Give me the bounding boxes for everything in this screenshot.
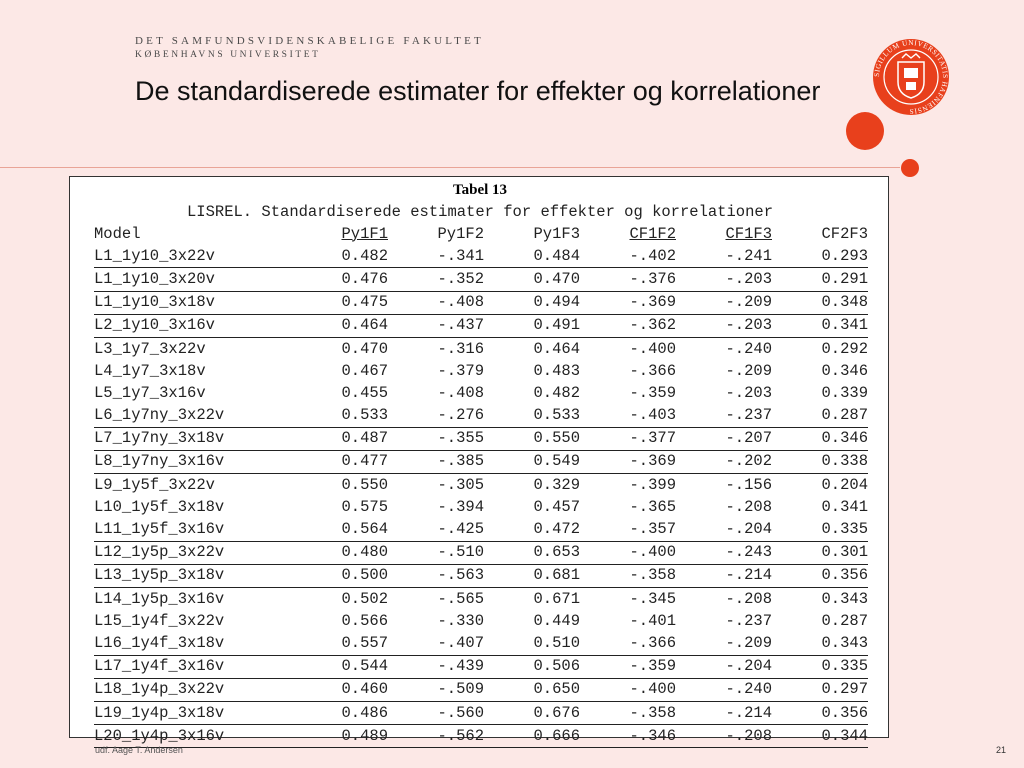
value-cell: -.241 <box>676 245 772 268</box>
value-cell: 0.676 <box>484 701 580 724</box>
value-cell: 0.550 <box>484 427 580 450</box>
value-cell: -.203 <box>676 268 772 291</box>
value-cell: -.203 <box>676 314 772 337</box>
page-number: 21 <box>996 745 1007 755</box>
model-cell: L5_1y7_3x16v <box>94 383 206 402</box>
model-cell: L17_1y4f_3x16v <box>94 655 292 678</box>
value-cell: 0.329 <box>533 475 580 494</box>
value-cell: 0.464 <box>533 339 580 358</box>
value-cell: -.400 <box>629 339 676 358</box>
model-cell: L20_1y4p_3x16v <box>94 725 292 748</box>
value-cell: -.401 <box>629 611 676 630</box>
value-cell: 0.549 <box>484 450 580 473</box>
value-cell: 0.467 <box>341 361 388 380</box>
value-cell: -.237 <box>725 611 772 630</box>
value-cell: -.276 <box>388 405 484 428</box>
value-cell: 0.477 <box>292 450 388 473</box>
value-cell: 0.484 <box>484 245 580 268</box>
value-cell: -.510 <box>388 541 484 564</box>
value-cell: 0.480 <box>292 541 388 564</box>
value-cell: -.366 <box>629 361 676 380</box>
value-cell: 0.557 <box>292 632 388 655</box>
value-cell: -.359 <box>580 655 676 678</box>
header-py1f3: Py1F3 <box>533 224 580 243</box>
table-row <box>94 518 868 541</box>
value-cell: 0.671 <box>533 589 580 608</box>
table-row <box>94 291 868 314</box>
value-cell: 0.291 <box>772 268 868 291</box>
value-cell: -.355 <box>388 427 484 450</box>
value-cell: 0.470 <box>484 268 580 291</box>
value-cell: 0.449 <box>533 611 580 630</box>
value-cell: 0.287 <box>772 405 868 428</box>
value-cell: 0.356 <box>772 701 868 724</box>
value-cell: -.565 <box>437 589 484 608</box>
model-cell: L14_1y5p_3x16v <box>94 589 225 608</box>
value-cell: -.399 <box>629 475 676 494</box>
table-row <box>94 427 868 450</box>
table-subtitle: LISREL. Standardiserede estimater for effekter og korrelationer <box>187 203 773 221</box>
table-row <box>94 496 868 518</box>
model-cell: L7_1y7ny_3x18v <box>94 427 292 450</box>
value-cell: 0.476 <box>292 268 388 291</box>
model-cell: L6_1y7ny_3x22v <box>94 405 292 428</box>
value-cell: 0.464 <box>292 314 388 337</box>
table-row <box>94 450 868 473</box>
value-cell: 0.472 <box>484 518 580 541</box>
table-row <box>94 541 868 564</box>
value-cell: -.204 <box>676 518 772 541</box>
model-cell: L11_1y5f_3x16v <box>94 518 292 541</box>
value-cell: -.346 <box>580 725 676 748</box>
value-cell: 0.510 <box>484 632 580 655</box>
table-header-row <box>94 223 868 245</box>
value-cell: -.379 <box>437 361 484 380</box>
model-cell: L16_1y4f_3x18v <box>94 632 292 655</box>
model-cell: L1_1y10_3x20v <box>94 268 292 291</box>
value-cell: -.437 <box>388 314 484 337</box>
table-row <box>94 474 868 497</box>
value-cell: 0.346 <box>821 361 868 380</box>
value-cell: -.208 <box>725 589 772 608</box>
value-cell: -.408 <box>388 291 484 314</box>
header-cf2f3: CF2F3 <box>821 224 868 243</box>
value-cell: -.240 <box>725 339 772 358</box>
value-cell: -.209 <box>676 291 772 314</box>
value-cell: -.345 <box>629 589 676 608</box>
value-cell: -.208 <box>676 725 772 748</box>
value-cell: 0.460 <box>292 678 388 701</box>
model-cell: L12_1y5p_3x22v <box>94 541 292 564</box>
value-cell: 0.491 <box>484 314 580 337</box>
value-cell: -.156 <box>725 475 772 494</box>
value-cell: 0.486 <box>292 701 388 724</box>
value-cell: -.563 <box>388 564 484 587</box>
header-model: Model <box>94 224 141 243</box>
header-divider <box>0 167 900 168</box>
value-cell: 0.502 <box>341 589 388 608</box>
value-cell: -.358 <box>580 564 676 587</box>
value-cell: 0.482 <box>533 383 580 402</box>
value-cell: -.214 <box>676 701 772 724</box>
table-row <box>94 245 868 268</box>
slide-title: De standardiserede estimater for effekter og korrelationer <box>135 76 821 106</box>
table-row <box>94 564 868 587</box>
value-cell: -.400 <box>580 678 676 701</box>
table-row <box>94 588 868 611</box>
value-cell: -.439 <box>388 655 484 678</box>
value-cell: -.209 <box>676 632 772 655</box>
value-cell: 0.348 <box>772 291 868 314</box>
value-cell: -.358 <box>580 701 676 724</box>
value-cell: -.402 <box>580 245 676 268</box>
value-cell: 0.339 <box>821 383 868 402</box>
value-cell: -.359 <box>629 383 676 402</box>
table-row <box>94 725 868 748</box>
value-cell: -.377 <box>580 427 676 450</box>
value-cell: 0.455 <box>341 383 388 402</box>
value-cell: 0.343 <box>821 589 868 608</box>
table-row <box>94 632 868 655</box>
footer-author: udf. Aage T. Andersen <box>95 745 183 755</box>
value-cell: -.407 <box>388 632 484 655</box>
table-row <box>94 314 868 337</box>
value-cell: 0.341 <box>821 497 868 516</box>
value-cell: 0.544 <box>292 655 388 678</box>
value-cell: 0.343 <box>772 632 868 655</box>
value-cell: 0.533 <box>292 405 388 428</box>
table-caption: Tabel 13 <box>452 182 508 198</box>
model-cell: L8_1y7ny_3x16v <box>94 450 292 473</box>
value-cell: -.366 <box>580 632 676 655</box>
value-cell: 0.287 <box>821 611 868 630</box>
value-cell: -.341 <box>388 245 484 268</box>
value-cell: -.369 <box>580 291 676 314</box>
value-cell: 0.356 <box>772 564 868 587</box>
value-cell: 0.483 <box>533 361 580 380</box>
value-cell: -.202 <box>676 450 772 473</box>
value-cell: 0.204 <box>821 475 868 494</box>
faculty-name: DET SAMFUNDSVIDENSKABELIGE FAKULTET <box>135 35 484 47</box>
value-cell: -.400 <box>580 541 676 564</box>
value-cell: -.562 <box>388 725 484 748</box>
model-cell: L15_1y4f_3x22v <box>94 611 225 630</box>
value-cell: 0.457 <box>533 497 580 516</box>
value-cell: -.237 <box>676 405 772 428</box>
value-cell: -.509 <box>388 678 484 701</box>
decorative-dot-small <box>901 159 919 177</box>
value-cell: -.560 <box>388 701 484 724</box>
estimates-table <box>94 223 868 748</box>
table-row <box>94 701 868 724</box>
value-cell: -.394 <box>437 497 484 516</box>
value-cell: 0.482 <box>292 245 388 268</box>
value-cell: 0.653 <box>484 541 580 564</box>
value-cell: 0.470 <box>341 339 388 358</box>
value-cell: 0.533 <box>484 405 580 428</box>
value-cell: 0.297 <box>772 678 868 701</box>
value-cell: -.425 <box>388 518 484 541</box>
value-cell: -.243 <box>676 541 772 564</box>
value-cell: 0.338 <box>772 450 868 473</box>
header-cf1f3: CF1F3 <box>725 224 772 243</box>
model-cell: L10_1y5f_3x18v <box>94 497 225 516</box>
value-cell: -.385 <box>388 450 484 473</box>
value-cell: -.316 <box>437 339 484 358</box>
header-py1f2: Py1F2 <box>437 224 484 243</box>
value-cell: 0.666 <box>484 725 580 748</box>
table-row <box>94 268 868 291</box>
model-cell: L19_1y4p_3x18v <box>94 701 292 724</box>
value-cell: -.365 <box>629 497 676 516</box>
model-cell: L2_1y10_3x16v <box>94 314 292 337</box>
value-cell: -.362 <box>580 314 676 337</box>
estimates-table-panel <box>69 176 889 745</box>
seal-text: SIGILLUM UNIVERSITATIS HAFNIENSIS <box>872 38 950 116</box>
value-cell: 0.489 <box>292 725 388 748</box>
value-cell: 0.487 <box>292 427 388 450</box>
value-cell: -.408 <box>437 383 484 402</box>
model-cell: L3_1y7_3x22v <box>94 339 206 358</box>
value-cell: 0.344 <box>772 725 868 748</box>
value-cell: -.357 <box>580 518 676 541</box>
value-cell: -.214 <box>676 564 772 587</box>
university-seal-icon <box>872 38 950 116</box>
value-cell: -.208 <box>725 497 772 516</box>
university-name: KØBENHAVNS UNIVERSITET <box>135 50 321 60</box>
model-cell: L13_1y5p_3x18v <box>94 564 292 587</box>
model-cell: L1_1y10_3x22v <box>94 245 292 268</box>
table-row <box>94 360 868 382</box>
table-row <box>94 678 868 701</box>
value-cell: 0.301 <box>772 541 868 564</box>
value-cell: -.403 <box>580 405 676 428</box>
value-cell: 0.681 <box>484 564 580 587</box>
value-cell: -.369 <box>580 450 676 473</box>
header-py1f1: Py1F1 <box>341 224 388 243</box>
value-cell: 0.292 <box>821 339 868 358</box>
table-row <box>94 337 868 360</box>
value-cell: 0.506 <box>484 655 580 678</box>
value-cell: 0.650 <box>484 678 580 701</box>
value-cell: 0.335 <box>772 518 868 541</box>
value-cell: 0.341 <box>772 314 868 337</box>
value-cell: -.204 <box>676 655 772 678</box>
value-cell: 0.475 <box>292 291 388 314</box>
value-cell: 0.346 <box>772 427 868 450</box>
model-cell: L9_1y5f_3x22v <box>94 475 215 494</box>
value-cell: 0.500 <box>292 564 388 587</box>
value-cell: 0.494 <box>484 291 580 314</box>
decorative-dot-large <box>846 112 884 150</box>
value-cell: -.376 <box>580 268 676 291</box>
table-row <box>94 405 868 428</box>
model-cell: L18_1y4p_3x22v <box>94 678 292 701</box>
value-cell: 0.550 <box>341 475 388 494</box>
value-cell: 0.293 <box>772 245 868 268</box>
table-row <box>94 655 868 678</box>
table-row <box>94 382 868 404</box>
value-cell: 0.335 <box>772 655 868 678</box>
value-cell: -.207 <box>676 427 772 450</box>
value-cell: -.305 <box>437 475 484 494</box>
value-cell: -.330 <box>437 611 484 630</box>
header-cf1f2: CF1F2 <box>629 224 676 243</box>
model-cell: L4_1y7_3x18v <box>94 361 206 380</box>
value-cell: -.352 <box>388 268 484 291</box>
value-cell: 0.575 <box>341 497 388 516</box>
model-cell: L1_1y10_3x18v <box>94 291 292 314</box>
value-cell: 0.566 <box>341 611 388 630</box>
value-cell: 0.564 <box>292 518 388 541</box>
table-row <box>94 610 868 632</box>
value-cell: -.209 <box>725 361 772 380</box>
value-cell: -.203 <box>725 383 772 402</box>
value-cell: -.240 <box>676 678 772 701</box>
